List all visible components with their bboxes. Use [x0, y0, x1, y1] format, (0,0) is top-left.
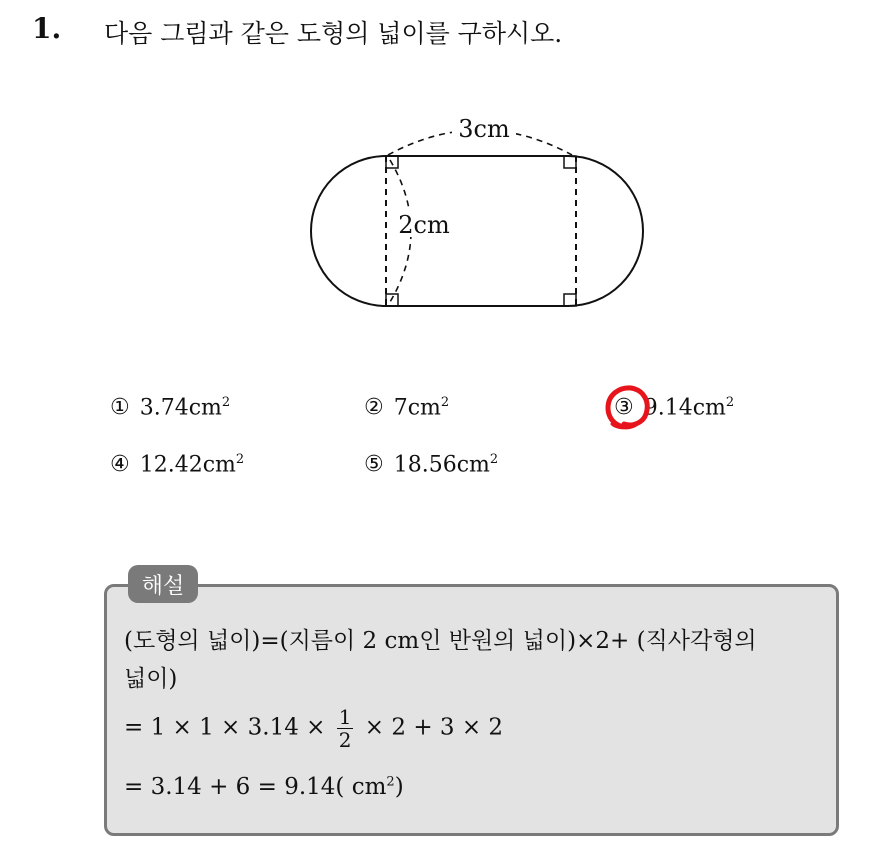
width-label: 3cm	[458, 115, 510, 143]
solution-line-4-exp: 2	[386, 774, 395, 790]
solution-tab: 해설	[128, 565, 198, 603]
choice-4-exp: 2	[235, 452, 245, 467]
solution-line-2: 넓이)	[124, 666, 178, 692]
solution-line-3-pre: = 1 × 1 × 3.14 ×	[124, 714, 326, 741]
choice-5-value: 18.56cm	[393, 452, 490, 478]
fraction-denominator: 2	[338, 728, 352, 752]
solution-line-1: (도형의 넓이)=(지름이 2 cm인 반원의 넓이)×2+ (직사각형의	[124, 628, 757, 654]
choice-3-mark: ③	[614, 395, 634, 421]
fraction-half	[337, 706, 354, 751]
choice-3-exp: 2	[725, 395, 735, 410]
solution-line-4-post: )	[394, 774, 404, 800]
choice-2-value: 7cm	[393, 395, 441, 421]
choice-4-mark: ④	[110, 452, 130, 478]
choice-4-value: 12.42cm	[139, 452, 236, 478]
choice-5-exp: 2	[489, 452, 499, 467]
right-angle-mark	[564, 156, 576, 168]
choice-2-exp: 2	[440, 395, 450, 410]
height-label: 2cm	[398, 211, 450, 239]
choice-3-value: 9.14cm	[643, 395, 726, 421]
right-angle-mark	[564, 294, 576, 306]
solution-line-4	[124, 774, 404, 800]
choice-1-value: 3.74cm	[139, 395, 222, 421]
question-text: 다음 그림과 같은 도형의 넓이를 구하시오.	[104, 19, 563, 48]
choice-5[interactable]	[364, 452, 498, 477]
shape-outline	[311, 156, 643, 306]
choice-4[interactable]	[110, 452, 244, 477]
choice-5-mark: ⑤	[364, 452, 384, 478]
solution-line-3-post: × 2 + 3 × 2	[364, 714, 504, 741]
answer-circle-mark	[602, 382, 654, 434]
solution-line-4-pre: = 3.14 + 6 = 9.14( cm	[124, 774, 387, 800]
shape-figure	[300, 110, 660, 320]
question-number: 1.	[32, 12, 62, 45]
fraction-numerator: 1	[338, 705, 352, 729]
choice-2[interactable]	[364, 395, 449, 420]
choice-1[interactable]	[110, 395, 230, 420]
choice-2-mark: ②	[364, 395, 384, 421]
choice-1-exp: 2	[221, 395, 231, 410]
choice-1-mark: ①	[110, 395, 130, 421]
solution-line-3	[124, 706, 503, 751]
